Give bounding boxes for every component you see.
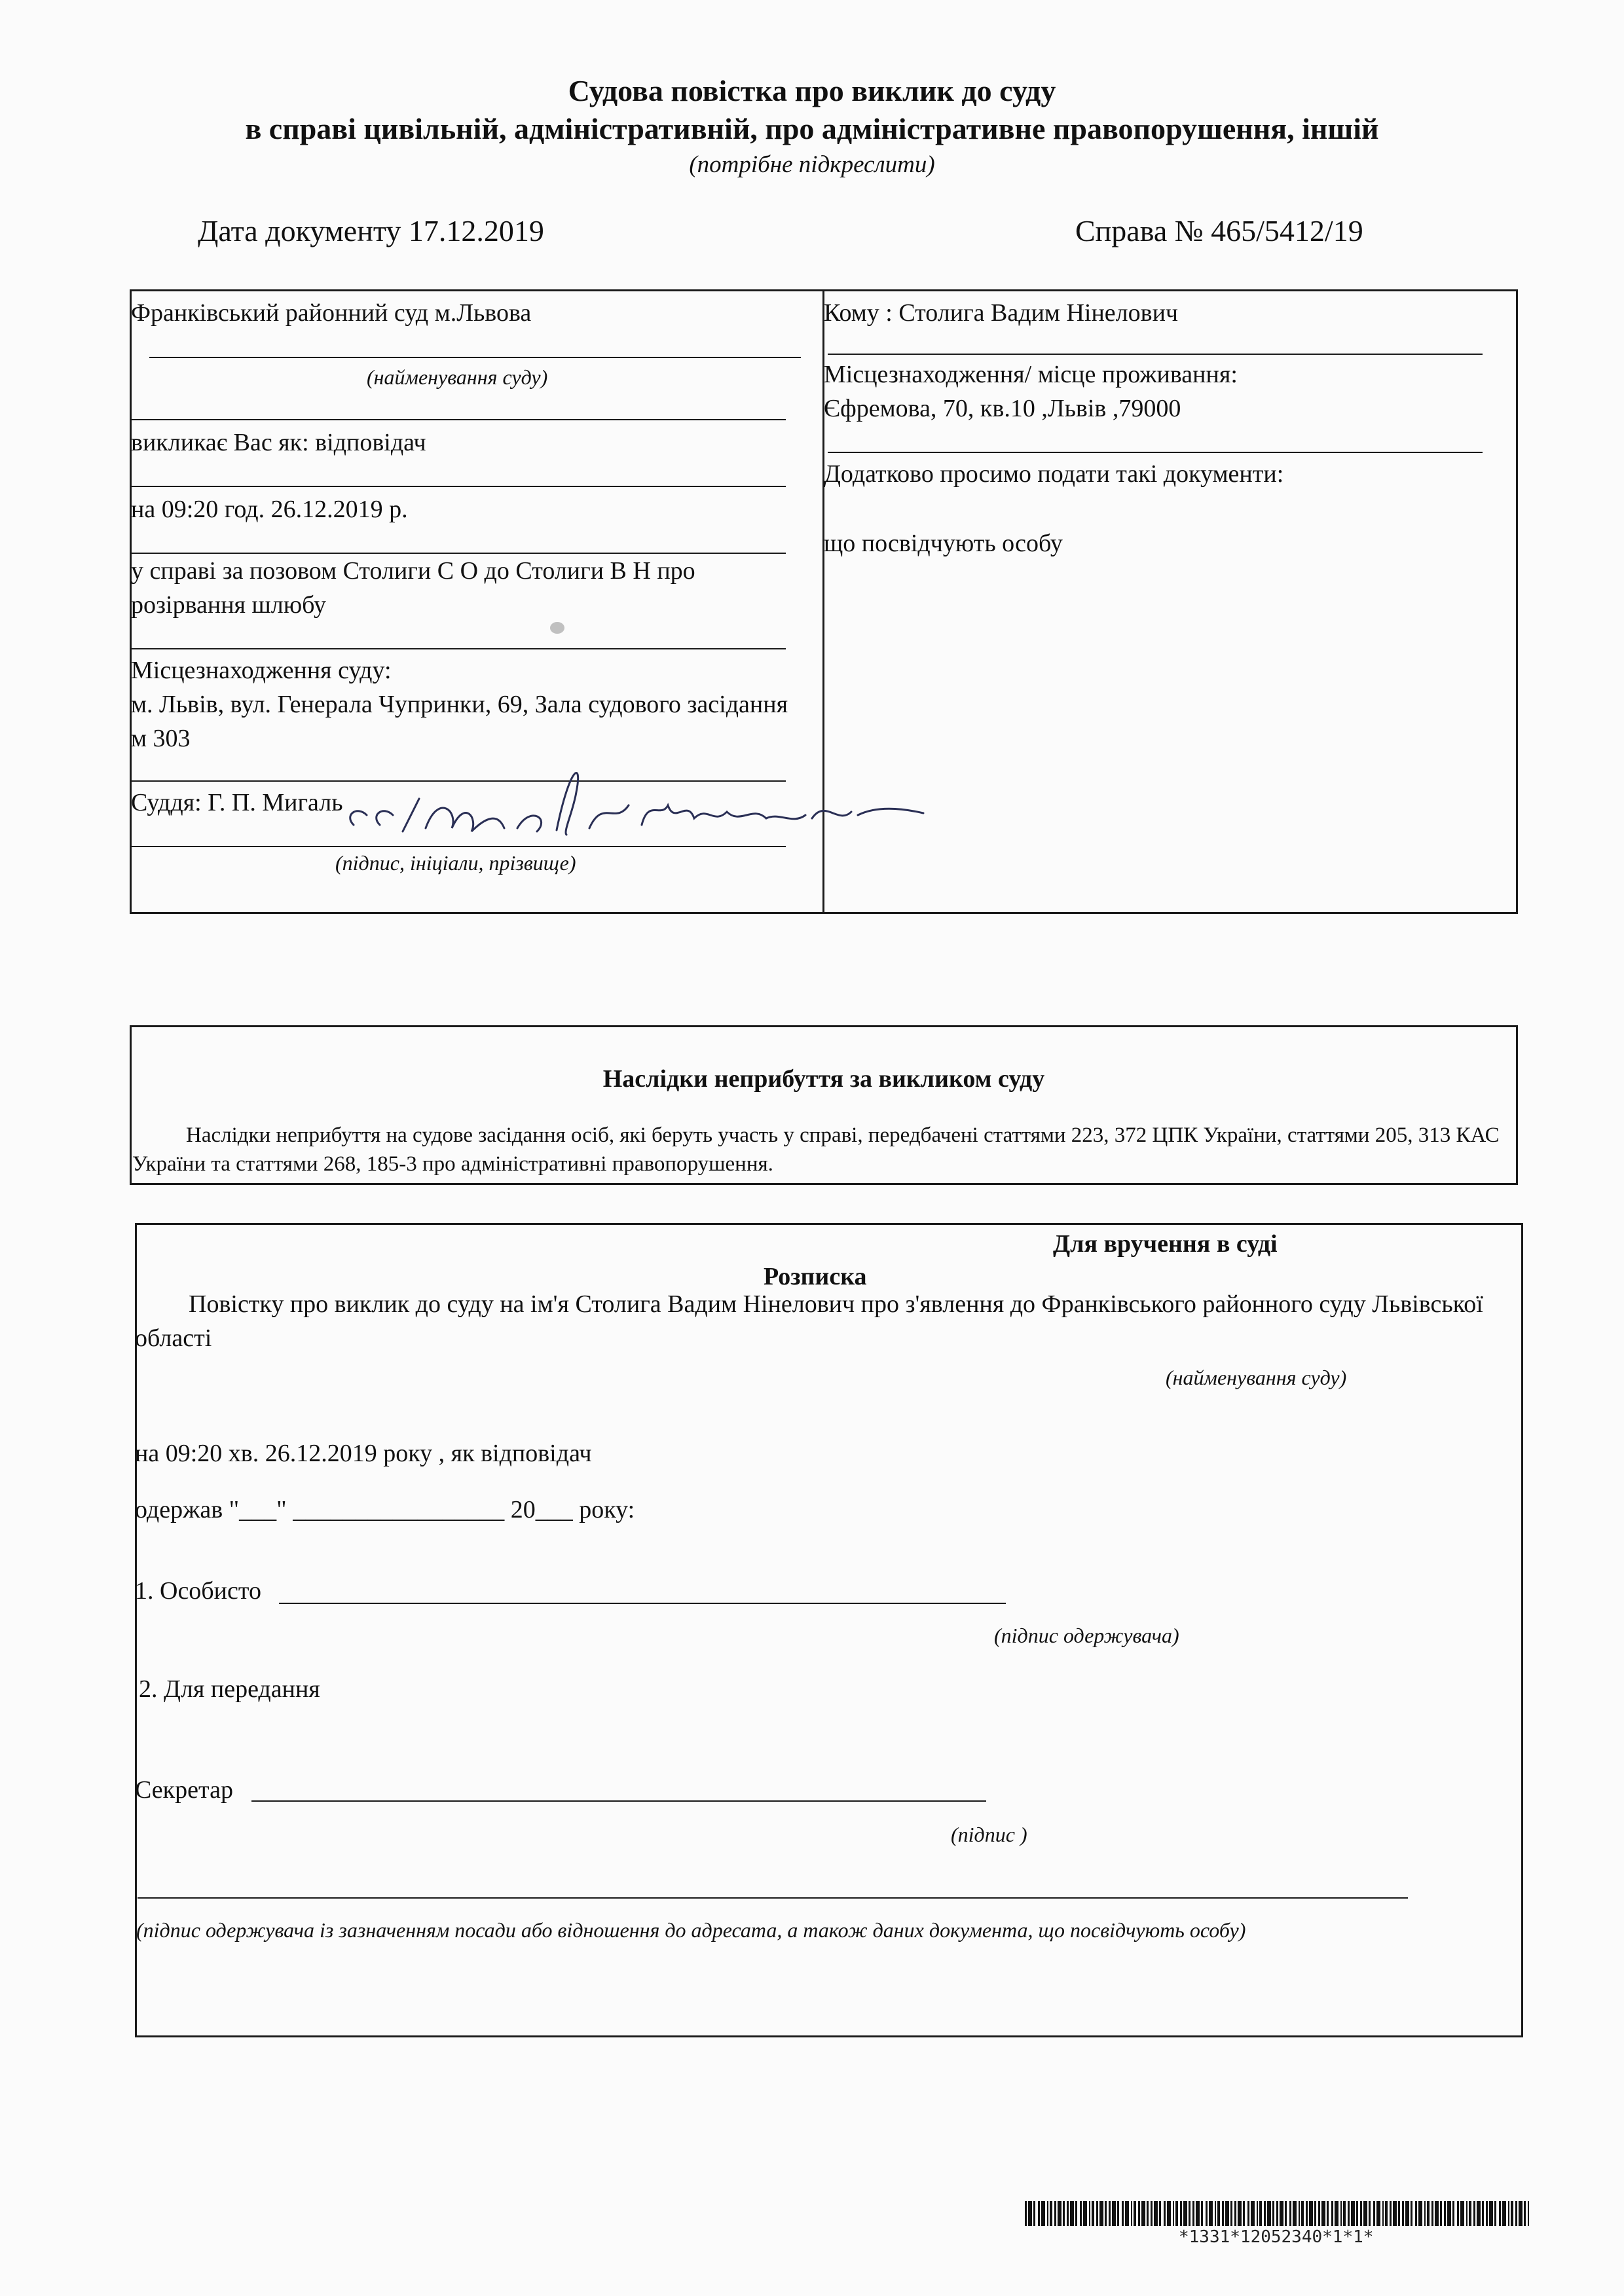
barcode-bar bbox=[1243, 2201, 1245, 2226]
consequences-heading: Наслідки неприбуття за викликом суду bbox=[602, 1065, 1045, 1093]
consequences-text: Наслідки неприбуття на судове засідання осіб, які беруть участь у справі, передбачені статтями 223, 372 ЦПК України, статтями 205, 313 КАС України та статтями 268, 185-3 про адміністративні правопорушення. bbox=[132, 1123, 1500, 1176]
barcode-bar bbox=[1125, 2201, 1129, 2226]
barcode-bar bbox=[1141, 2201, 1145, 2226]
secretary-signature-caption: (підпис ) bbox=[951, 1823, 1027, 1846]
barcode-bar bbox=[1318, 2201, 1320, 2226]
barcode-bar bbox=[1519, 2201, 1522, 2226]
receipt-text: Повістку про виклик до суду на ім'я Столига Вадим Нінелович про з'явлення до Франківського районного суду Львівської області bbox=[135, 1290, 1483, 1352]
barcode-bar bbox=[1189, 2201, 1190, 2226]
barcode-bar bbox=[1457, 2201, 1459, 2226]
barcode-bar bbox=[1477, 2201, 1481, 2226]
barcode-bar bbox=[1230, 2201, 1232, 2226]
barcode-bar bbox=[1363, 2201, 1367, 2226]
footer-signature-line bbox=[138, 1897, 1408, 1899]
barcode-bar bbox=[1289, 2201, 1291, 2226]
required-documents: що посвідчують особу bbox=[824, 530, 1063, 557]
barcode bbox=[1025, 2201, 1529, 2226]
barcode-bar bbox=[1164, 2201, 1166, 2226]
barcode-bar bbox=[1460, 2201, 1464, 2226]
barcode-bar bbox=[1418, 2201, 1422, 2226]
barcode-bar bbox=[1041, 2201, 1045, 2226]
barcode-bar bbox=[1427, 2201, 1430, 2226]
barcode-bar bbox=[1466, 2201, 1467, 2226]
hearing-time: на 09:20 год. 26.12.2019 р. bbox=[131, 496, 408, 523]
barcode-bar bbox=[1385, 2201, 1388, 2226]
barcode-bar bbox=[1234, 2201, 1236, 2226]
for-court-label: Для вручення в суді bbox=[1053, 1230, 1278, 1258]
barcode-bar bbox=[1299, 2201, 1300, 2226]
document-date: Дата документу 17.12.2019 bbox=[198, 214, 544, 247]
barcode-bar bbox=[1301, 2201, 1304, 2226]
barcode-bar bbox=[1083, 2201, 1087, 2226]
barcode-bar bbox=[1390, 2201, 1392, 2226]
barcode-bar bbox=[1314, 2201, 1316, 2226]
barcode-bar bbox=[1028, 2201, 1032, 2226]
barcode-bar bbox=[1112, 2201, 1116, 2226]
barcode-bar bbox=[1054, 2201, 1056, 2226]
barcode-bar bbox=[1524, 2201, 1526, 2226]
footer-caption: (підпис одержувача із зазначенням посади або відношення до адресата, а також даних документа, що посвідчують особу) bbox=[136, 1918, 1246, 1942]
barcode-bar bbox=[1360, 2201, 1362, 2226]
court-name-caption: (найменування суду) bbox=[367, 365, 548, 389]
barcode-bar bbox=[1196, 2201, 1200, 2226]
barcode-bar bbox=[1489, 2201, 1493, 2226]
barcode-bar bbox=[1259, 2201, 1262, 2226]
divider-line bbox=[828, 452, 1483, 453]
barcode-bar bbox=[1067, 2201, 1069, 2226]
barcode-bar bbox=[1154, 2201, 1158, 2226]
barcode-bar bbox=[1376, 2201, 1380, 2226]
barcode-bar bbox=[1415, 2201, 1417, 2226]
barcode-bar bbox=[1267, 2201, 1271, 2226]
barcode-bar bbox=[1473, 2201, 1475, 2226]
barcode-bar bbox=[1167, 2201, 1171, 2226]
barcode-bar bbox=[1122, 2201, 1124, 2226]
barcode-bar bbox=[1272, 2201, 1274, 2226]
barcode-bar bbox=[1402, 2201, 1404, 2226]
documents-label: Додатково просимо подати такі документи: bbox=[824, 460, 1284, 488]
court-name: Франківський районний суд м.Львова bbox=[131, 299, 532, 327]
barcode-bar bbox=[1215, 2201, 1216, 2226]
barcode-bar bbox=[1092, 2201, 1094, 2226]
barcode-bar bbox=[1180, 2201, 1182, 2226]
address-label: Місцезнаходження/ місце проживання: bbox=[824, 361, 1238, 388]
barcode-bar bbox=[1099, 2201, 1103, 2226]
barcode-bar bbox=[1435, 2201, 1439, 2226]
barcode-bar bbox=[1192, 2201, 1194, 2226]
barcode-bar bbox=[1486, 2201, 1488, 2226]
barcode-bar bbox=[1063, 2201, 1065, 2226]
barcode-bar bbox=[1405, 2201, 1409, 2226]
barcode-bar bbox=[1276, 2201, 1278, 2226]
barcode-bar bbox=[1225, 2201, 1229, 2226]
barcode-bar bbox=[1373, 2201, 1375, 2226]
barcode-bar bbox=[1499, 2201, 1501, 2226]
barcode-bar bbox=[1247, 2201, 1249, 2226]
barcode-bar bbox=[1070, 2201, 1074, 2226]
barcode-bar bbox=[1089, 2201, 1090, 2226]
barcode-bar bbox=[1096, 2201, 1098, 2226]
barcode-bar bbox=[1515, 2201, 1517, 2226]
barcode-bar bbox=[1147, 2201, 1149, 2226]
document-subtitle: в справі цивільній, адміністративній, про адміністративне правопорушення, іншій bbox=[245, 112, 1379, 145]
barcode-bar bbox=[1134, 2201, 1136, 2226]
receipt-court-caption: (найменування суду) bbox=[1166, 1366, 1347, 1389]
barcode-bar bbox=[1382, 2201, 1384, 2226]
court-location: м. Львів, вул. Генерала Чупринки, 69, Зала судового засідання м 303 bbox=[131, 691, 788, 752]
barcode-bar bbox=[1222, 2201, 1224, 2226]
barcode-number: *1331*12052340*1*1* bbox=[1179, 2227, 1374, 2247]
barcode-bar bbox=[1327, 2201, 1329, 2226]
secretary-label: Секретар bbox=[135, 1776, 233, 1804]
divider-line bbox=[131, 486, 786, 487]
barcode-bar bbox=[1285, 2201, 1287, 2226]
transfer-label: 2. Для передання bbox=[139, 1675, 320, 1703]
barcode-bar bbox=[1494, 2201, 1496, 2226]
barcode-bar bbox=[1080, 2201, 1082, 2226]
barcode-bar bbox=[1331, 2201, 1333, 2226]
judge-name: Суддя: Г. П. Мигаль bbox=[131, 789, 343, 816]
barcode-bar bbox=[1183, 2201, 1187, 2226]
court-name-line bbox=[149, 357, 801, 358]
barcode-bar bbox=[1206, 2201, 1208, 2226]
barcode-bar bbox=[1393, 2201, 1397, 2226]
recipient-signature-caption: (підпис одержувача) bbox=[994, 1624, 1179, 1647]
barcode-bar bbox=[1257, 2201, 1258, 2226]
receipt-heading: Розписка bbox=[764, 1263, 867, 1290]
receipt-time-line: на 09:20 хв. 26.12.2019 року , як відповідач bbox=[135, 1440, 592, 1467]
barcode-bar bbox=[1109, 2201, 1111, 2226]
secretary-signature-line bbox=[251, 1800, 986, 1802]
barcode-bar bbox=[1151, 2201, 1153, 2226]
barcode-bar bbox=[1452, 2201, 1454, 2226]
barcode-bar bbox=[1511, 2201, 1513, 2226]
received-date-line: одержав "___" _________________ 20___ року: bbox=[135, 1496, 635, 1523]
barcode-bar bbox=[1238, 2201, 1242, 2226]
barcode-bar bbox=[1280, 2201, 1283, 2226]
barcode-bar bbox=[1351, 2201, 1355, 2226]
handwritten-signature bbox=[341, 753, 930, 864]
barcode-bar bbox=[1209, 2201, 1213, 2226]
barcode-bar bbox=[1117, 2201, 1119, 2226]
barcode-bar bbox=[1201, 2201, 1203, 2226]
barcode-bar bbox=[1508, 2201, 1509, 2226]
barcode-bar bbox=[1159, 2201, 1161, 2226]
divider-line bbox=[131, 648, 786, 649]
barcode-bar bbox=[1469, 2201, 1471, 2226]
barcode-bar bbox=[1321, 2201, 1325, 2226]
barcode-bar bbox=[1075, 2201, 1077, 2226]
barcode-bar bbox=[1293, 2201, 1297, 2226]
barcode-bar bbox=[1482, 2201, 1484, 2226]
signature-caption: (підпис, ініціали, прізвище) bbox=[335, 851, 576, 875]
barcode-bar bbox=[1264, 2201, 1266, 2226]
barcode-bar bbox=[1444, 2201, 1446, 2226]
barcode-bar bbox=[1175, 2201, 1178, 2226]
barcode-bar bbox=[1058, 2201, 1061, 2226]
barcode-bar bbox=[1411, 2201, 1412, 2226]
called-as: викликає Вас як: відповідач bbox=[131, 429, 426, 456]
barcode-bar bbox=[1251, 2201, 1255, 2226]
barcode-bar bbox=[1217, 2201, 1220, 2226]
divider-line bbox=[828, 354, 1483, 355]
barcode-bar bbox=[1447, 2201, 1451, 2226]
barcode-bar bbox=[1528, 2201, 1529, 2226]
barcode-bar bbox=[1356, 2201, 1358, 2226]
barcode-bar bbox=[1025, 2201, 1027, 2226]
case-number: Справа № 465/5412/19 bbox=[1075, 214, 1363, 247]
barcode-bar bbox=[1309, 2201, 1313, 2226]
barcode-bar bbox=[1335, 2201, 1338, 2226]
barcode-bar bbox=[1047, 2201, 1048, 2226]
barcode-bar bbox=[1424, 2201, 1426, 2226]
recipient-address: Єфремова, 70, кв.10 ,Львів ,79000 bbox=[824, 395, 1181, 422]
personally-signature-line bbox=[279, 1603, 1006, 1604]
barcode-bar bbox=[1173, 2201, 1174, 2226]
case-description: у справі за позовом Столиги С О до Столиги В Н про розірвання шлюбу bbox=[131, 557, 695, 619]
divider-line bbox=[131, 419, 786, 420]
barcode-bar bbox=[1340, 2201, 1342, 2226]
barcode-bar bbox=[1138, 2201, 1140, 2226]
barcode-bar bbox=[1105, 2201, 1107, 2226]
barcode-bar bbox=[1369, 2201, 1371, 2226]
barcode-bar bbox=[1033, 2201, 1035, 2226]
barcode-bar bbox=[1343, 2201, 1346, 2226]
barcode-bar bbox=[1131, 2201, 1132, 2226]
personally-label: 1. Особисто bbox=[135, 1577, 261, 1605]
barcode-bar bbox=[1431, 2201, 1433, 2226]
barcode-bar bbox=[1050, 2201, 1052, 2226]
barcode-bar bbox=[1306, 2201, 1308, 2226]
barcode-bar bbox=[1348, 2201, 1350, 2226]
barcode-bar bbox=[1038, 2201, 1040, 2226]
barcode-bar bbox=[1502, 2201, 1506, 2226]
recipient-name: Кому : Столига Вадим Нінелович bbox=[824, 299, 1179, 327]
court-location-label: Місцезнаходження суду: bbox=[131, 657, 392, 684]
barcode-bar bbox=[1398, 2201, 1400, 2226]
paper-smudge bbox=[550, 622, 564, 634]
barcode-bar bbox=[1440, 2201, 1442, 2226]
title-note: (потрібне підкреслити) bbox=[689, 151, 935, 178]
document-title: Судова повістка про виклик до суду bbox=[568, 74, 1056, 107]
